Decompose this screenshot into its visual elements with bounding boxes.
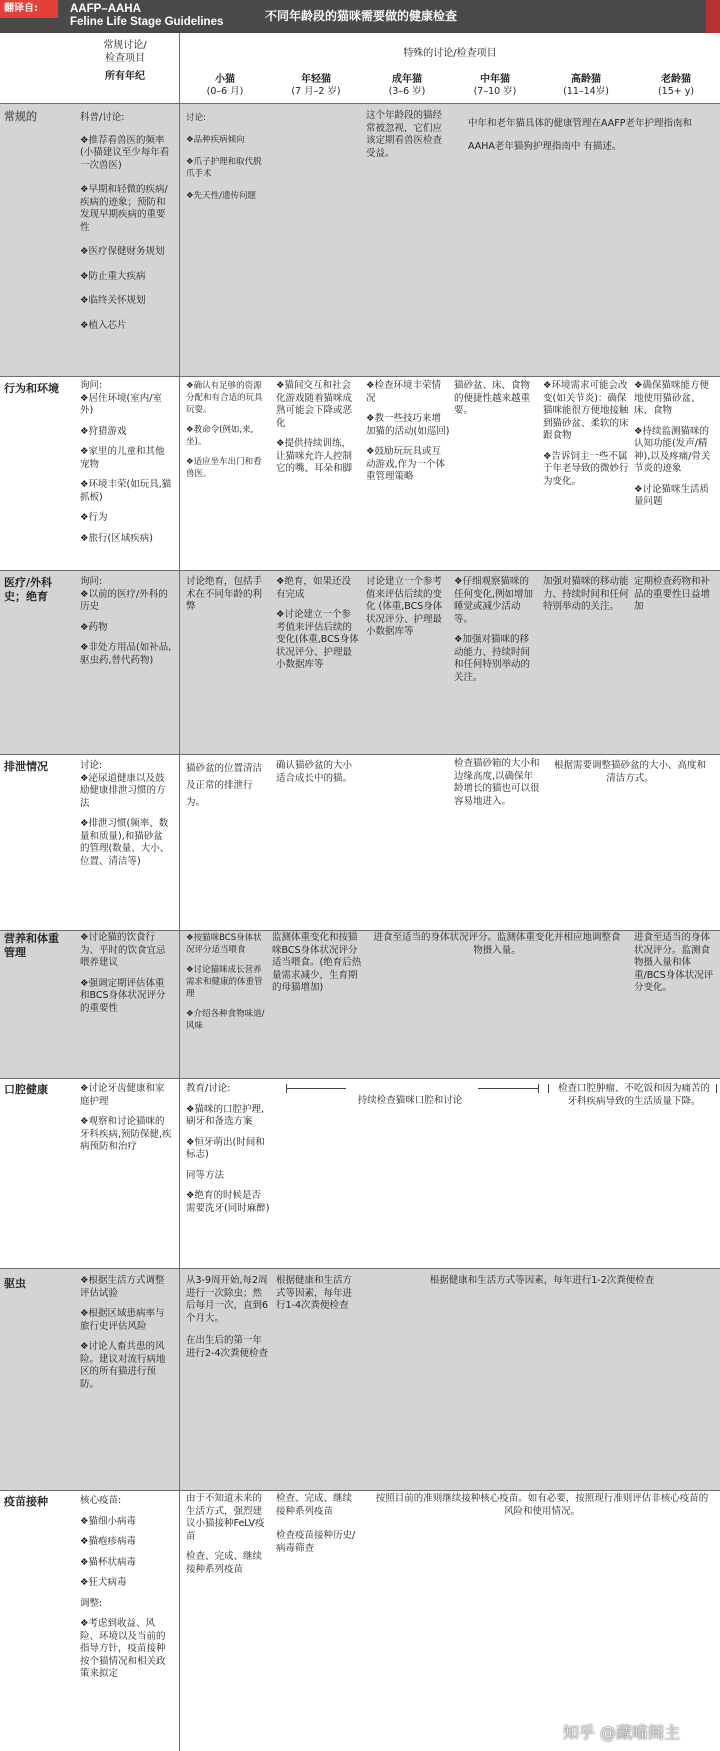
list-item: ❖旅行(区域疾病) xyxy=(80,532,153,544)
parasite-kitten xyxy=(186,1275,270,1360)
list-item: ❖品种疾病倾向 xyxy=(186,135,245,145)
list-item: 调整: xyxy=(80,1597,103,1609)
stage-adult-name: 成年猫 xyxy=(392,74,422,85)
medical-adult: 讨论建立一个参考值来评估后续的变化 (体重,BCS身体状况评分、护理最小数据库等 xyxy=(366,576,443,637)
list-item: ❖猫疱疹病毒 xyxy=(80,1536,137,1547)
page-title: 不同年龄段的猫咪需要做的健康检查 xyxy=(265,9,458,23)
list-item: ❖猫杯状病毒 xyxy=(80,1556,137,1568)
translated-from-badge: 翻译自: xyxy=(0,0,58,18)
list-item: ❖推荐看兽医的频率(小猫建议至少每年看一次兽医) xyxy=(80,134,170,171)
list-item: ❖临终关怀规划 xyxy=(80,295,146,306)
range-line xyxy=(478,1088,538,1089)
list-item: ❖教命令(例如,来,坐)。 xyxy=(186,425,254,447)
source-org-line1: AAFP–AAHA xyxy=(70,3,141,15)
list-item: ❖行为 xyxy=(80,512,108,523)
list-item: ❖泌尿道健康以及鼓励健康排泄习惯的方法 xyxy=(80,772,166,809)
elimination-young: 确认猫砂盆的大小适合成长中的猫。 xyxy=(276,760,353,784)
list-item: ❖加强对猫咪的移动能力、持续时间和任何特别举动的关注。 xyxy=(454,634,531,683)
medical-kitten: 讨论绝育，包括手术在不同年龄的利弊 xyxy=(186,576,263,612)
list-item: 检查疫苗接种历史/病毒筛查 xyxy=(276,1530,356,1554)
list-item: ❖确保猫咪能方便地使用猫砂盆、床、食物 xyxy=(634,380,710,416)
list-item: ❖猫间交互和社会化游戏随着猫咪成熟可能会下降或恶化 xyxy=(276,380,353,429)
behavior-adult xyxy=(366,380,450,484)
elimination-general xyxy=(80,760,172,868)
category-routine: 常规的 xyxy=(4,110,37,123)
all-ages-label: 所有年纪 xyxy=(105,71,145,82)
stage-adult xyxy=(364,74,450,98)
list-item: 检查、完成、继续接种系列疫苗 xyxy=(186,1551,263,1575)
title-bar xyxy=(0,0,720,33)
list-item: ❖讨论猫咪生活质量问题 xyxy=(634,483,710,507)
range-end-marker xyxy=(716,1084,717,1093)
list-item: ❖教一些技巧来增加猫的活动(如巡回) xyxy=(366,413,450,437)
list-item: ❖讨论猫的饮食行为、平时的饮食宜忌喂养建议 xyxy=(80,932,166,968)
list-item: 教育/讨论: xyxy=(186,1083,231,1094)
list-item: ❖猫咪的口腔护理,刷牙和备选方案 xyxy=(186,1103,265,1127)
list-item: ❖讨论牙齿健康和家庭护理 xyxy=(80,1083,165,1107)
list-item: ❖绝育，如果还没有完成 xyxy=(276,576,352,600)
list-item: ❖狩猎游戏 xyxy=(80,425,127,437)
oral-old: 检查口腔肿瘤、不吃饭和因为痛苦的牙科疾病导致的生活质量下降。 xyxy=(557,1083,710,1107)
list-item: 科普/讨论: xyxy=(80,112,125,123)
row-divider xyxy=(0,1078,720,1079)
list-item: 询问: xyxy=(80,576,103,587)
range-line xyxy=(286,1088,346,1089)
stage-adult-range: (3–6 岁) xyxy=(388,86,426,97)
list-item: 讨论: xyxy=(186,113,206,123)
list-item: ❖讨论人畜共患的风险。建议对流行病地区的所有猫进行预防。 xyxy=(80,1341,166,1390)
behavior-middle: 猫砂盆、床、食物的便捷性越来越重要。 xyxy=(454,380,531,416)
list-item: ❖检查环境丰荣情况 xyxy=(366,380,442,404)
source-org xyxy=(70,3,223,29)
list-item: ❖药物 xyxy=(80,621,108,633)
list-item: ❖早期和轻微的疾病/疾病的迹象；预防和发现早期疾病的重要性 xyxy=(80,184,168,233)
category-parasite: 驱虫 xyxy=(4,1277,26,1290)
row-divider xyxy=(0,754,720,755)
behavior-general xyxy=(80,380,172,545)
list-item: 同等方法 xyxy=(186,1169,225,1181)
elimination-old: 根据需要调整猫砂盆的大小、高度和清洁方式。 xyxy=(553,760,706,784)
list-item: 在出生后的第一年进行2-4次粪便检查 xyxy=(186,1335,269,1359)
category-oral: 口腔健康 xyxy=(4,1083,48,1096)
list-item: ❖爪子护理和取代脱爪手术 xyxy=(186,157,262,179)
list-item: 核心疫苗: xyxy=(80,1495,122,1506)
stage-kitten xyxy=(182,74,268,98)
medical-old: 加强对猫咪的移动能力、持续时间和任何特别举动的关注。 xyxy=(543,576,629,612)
stage-kitten-range: (0–6 月) xyxy=(206,86,244,97)
list-item: ❖告诉饲主一些不属于年老导致的微妙行为变化。 xyxy=(543,450,629,487)
list-item: ❖猫细小病毒 xyxy=(80,1515,137,1527)
row-divider xyxy=(0,1490,720,1491)
list-item: ❖考虑到收益、风险、环境以及当前的指导方针，疫苗接种按个猫情况和相关政策来拟定 xyxy=(80,1618,166,1679)
oral-kitten xyxy=(186,1083,270,1215)
list-item: ❖鼓励玩玩具或互动游戏,作为一个体重管理策略 xyxy=(366,446,446,482)
category-elimination: 排泄情况 xyxy=(4,760,48,773)
row-divider xyxy=(0,1268,720,1269)
general-column-header xyxy=(80,40,170,84)
stage-senior-name: 高龄猫 xyxy=(571,74,601,85)
range-start-marker xyxy=(548,1084,549,1093)
nutrition-young: 监测体重变化和按猫咪BCS身体状况评分适当喂食。(绝育后热量需求减少，生育期的母猫增加) xyxy=(272,932,362,993)
stage-middle-name: 中年猫 xyxy=(480,74,510,85)
general-header-line1: 常规讨论/ xyxy=(103,40,147,51)
list-item: 从3-9周开始,每2周进行一次除虫；然后每月一次，直到6个月大。 xyxy=(186,1275,269,1324)
medical-aged: 定期检查药物和补品的重要性日益增加 xyxy=(634,576,711,612)
list-item: ❖根据区域患病率与旅行史评估风险 xyxy=(80,1308,165,1332)
parasite-young: 根据健康和生活方式等因素，每年进行1-4次粪便检查 xyxy=(276,1275,353,1311)
routine-senior: 中年和老年猫具体的健康管理在AAFP老年护理指南和AAHA老年猫狗护理指南中 有描述。 xyxy=(468,118,692,152)
stage-middle-range: (7–10 岁) xyxy=(473,86,517,97)
list-item: 讨论: xyxy=(80,760,103,771)
list-item: ❖适应坐车出门和看兽医。 xyxy=(186,457,262,479)
routine-kitten xyxy=(186,112,270,202)
medical-middle xyxy=(454,576,538,684)
list-item: ❖介绍各种食物味道/风味 xyxy=(186,1009,265,1031)
list-item: ❖恒牙萌出(时间和标志) xyxy=(186,1136,265,1160)
vaccine-adult: 按照目前的准则继续接种核心疫苗。如有必要，按照现行准则评估非核心疫苗的风险和使用情况。 xyxy=(375,1493,709,1517)
routine-adult: 这个年龄段的猫经常被忽视，它们应该定期看兽医检查受益。 xyxy=(366,110,443,159)
special-items-header: 特殊的讨论/检查项目 xyxy=(403,48,497,59)
list-item: ❖仔细观察猫咪的任何变化,例如增加睡觉或减少活动等。 xyxy=(454,576,534,625)
parasite-adult: 根据健康和生活方式等因素，每年进行1-2次粪便检查 xyxy=(429,1275,655,1286)
list-item: ❖按猫咪BCS身体状 况评分适当喂食 xyxy=(186,933,262,955)
stage-geriatric xyxy=(634,74,718,98)
list-item: ❖居住环境(室内/室外) xyxy=(80,392,162,416)
stage-senior-range: (11–14岁) xyxy=(563,86,609,97)
list-item: ❖植入芯片 xyxy=(80,319,127,331)
routine-general xyxy=(80,112,172,332)
stage-middle xyxy=(452,74,538,98)
list-item: ❖观察和讨论猫咪的牙科疾病,预防保健,疾病预防和治疗 xyxy=(80,1116,172,1152)
watermark: 知乎 @藏喵阁主 xyxy=(562,1723,680,1742)
list-item: 询问: xyxy=(80,380,103,391)
range-end-marker xyxy=(538,1084,539,1093)
behavior-young xyxy=(276,380,360,476)
list-item: ❖讨论猫咪成长营养需求和健康的体重管理 xyxy=(186,965,263,999)
list-item: ❖非处方用品(如补品,驱虫药,替代药物) xyxy=(80,642,172,666)
nutrition-kitten xyxy=(186,932,270,1032)
list-item: ❖排泄习惯(频率、数量和质量),和猫砂盆的管理(数量、大小、位置、清洁等) xyxy=(80,818,170,867)
vaccine-general xyxy=(80,1495,172,1681)
list-item: ❖防止重大疾病 xyxy=(80,270,146,282)
list-item: ❖医疗保健财务规划 xyxy=(80,246,165,257)
behavior-kitten xyxy=(186,380,270,480)
list-item: 检查、完成、继续接种系列疫苗 xyxy=(276,1493,353,1517)
list-item: ❖狂犬病毒 xyxy=(80,1577,127,1588)
row-divider xyxy=(0,570,720,571)
category-vaccine: 疫苗接种 xyxy=(4,1495,48,1508)
nutrition-aged: 进食至适当的身体状况评分。监测食物摄入量和体重/BCS身体状况评分变化。 xyxy=(634,932,714,993)
stage-geriatric-range: (15+ y) xyxy=(657,86,695,97)
list-item: ❖强调定期评估体重和BCS身体状况评分的重要性 xyxy=(80,977,166,1014)
list-item: ❖以前的医疗/外科的历史 xyxy=(80,588,168,612)
list-item: ❖确认有足够的资源分配和有合适的玩具玩耍。 xyxy=(186,381,263,415)
elimination-middle: 检查猫砂箱的大小和边缘高度,以确保年龄增长的猫也可以很容易地进入。 xyxy=(454,758,540,807)
stage-young-range: (7 月–2 岁) xyxy=(291,86,341,97)
stage-young xyxy=(273,74,359,98)
list-item: ❖根据生活方式调整评估试验 xyxy=(80,1275,165,1299)
stage-young-name: 年轻猫 xyxy=(301,74,331,85)
list-item: ❖环境丰荣(如玩具,猫抓板) xyxy=(80,479,172,503)
parasite-general xyxy=(80,1275,172,1391)
list-item: ❖家里的儿童和其他宠物 xyxy=(80,446,165,470)
list-item: ❖环境需求可能会改变(如关节炎)：确保猫咪能很方便地接触到猫砂盆、柔软的床跟食物 xyxy=(543,380,629,441)
list-item: ❖讨论建立一个参考值来评估后续的变化(体重,BCS身体状况评分、护理最小数据库等 xyxy=(276,609,359,670)
list-item: ❖绝育的时候是否需要洗牙(同时麻醉) xyxy=(186,1190,270,1214)
list-item: ❖提供持续训练，让猫咪允许人控制它的嘴、耳朵和脚 xyxy=(276,438,353,474)
category-nutrition: 营养和体重管理 xyxy=(4,932,59,959)
category-behavior: 行为和环境 xyxy=(4,382,59,395)
medical-young xyxy=(276,576,360,672)
stage-kitten-name: 小猫 xyxy=(215,74,235,85)
source-org-line2: Feline Life Stage Guidelines xyxy=(70,16,224,28)
list-item: 由于不知道未来的生活方式，强烈建议小猫接种FeLV疫苗 xyxy=(186,1493,265,1542)
row-divider xyxy=(0,103,720,104)
nutrition-adult: 进食至适当的身体状况评分。监测体重变化并相应地调整食物摄入量。 xyxy=(373,932,621,956)
col-divider-general xyxy=(179,33,180,1751)
oral-continue: 持续检查猫咪口腔和讨论 xyxy=(357,1095,463,1106)
medical-general xyxy=(80,576,172,667)
oral-general xyxy=(80,1083,172,1154)
behavior-old xyxy=(543,380,629,488)
list-item: ❖先天性/遗传问题 xyxy=(186,191,256,201)
row-divider xyxy=(0,930,720,931)
behavior-aged xyxy=(634,380,716,509)
list-item: ❖持续监测猫咪的认知功能(发声/精神),以及疼痛/骨关节炎的迹象 xyxy=(634,425,711,474)
vaccine-kitten xyxy=(186,1493,270,1576)
vaccine-young xyxy=(276,1493,360,1555)
stage-geriatric-name: 老龄猫 xyxy=(661,74,691,85)
nutrition-general xyxy=(80,932,172,1015)
row-divider xyxy=(0,376,720,377)
category-medical: 医疗/外科 史；绝育 xyxy=(4,576,53,603)
elimination-kitten: 猫砂盆的位置清洁及正常的排泄行为。 xyxy=(186,763,263,808)
title-stripe xyxy=(706,0,720,33)
stage-senior xyxy=(543,74,629,98)
general-header-line2: 检查项目 xyxy=(105,52,145,64)
